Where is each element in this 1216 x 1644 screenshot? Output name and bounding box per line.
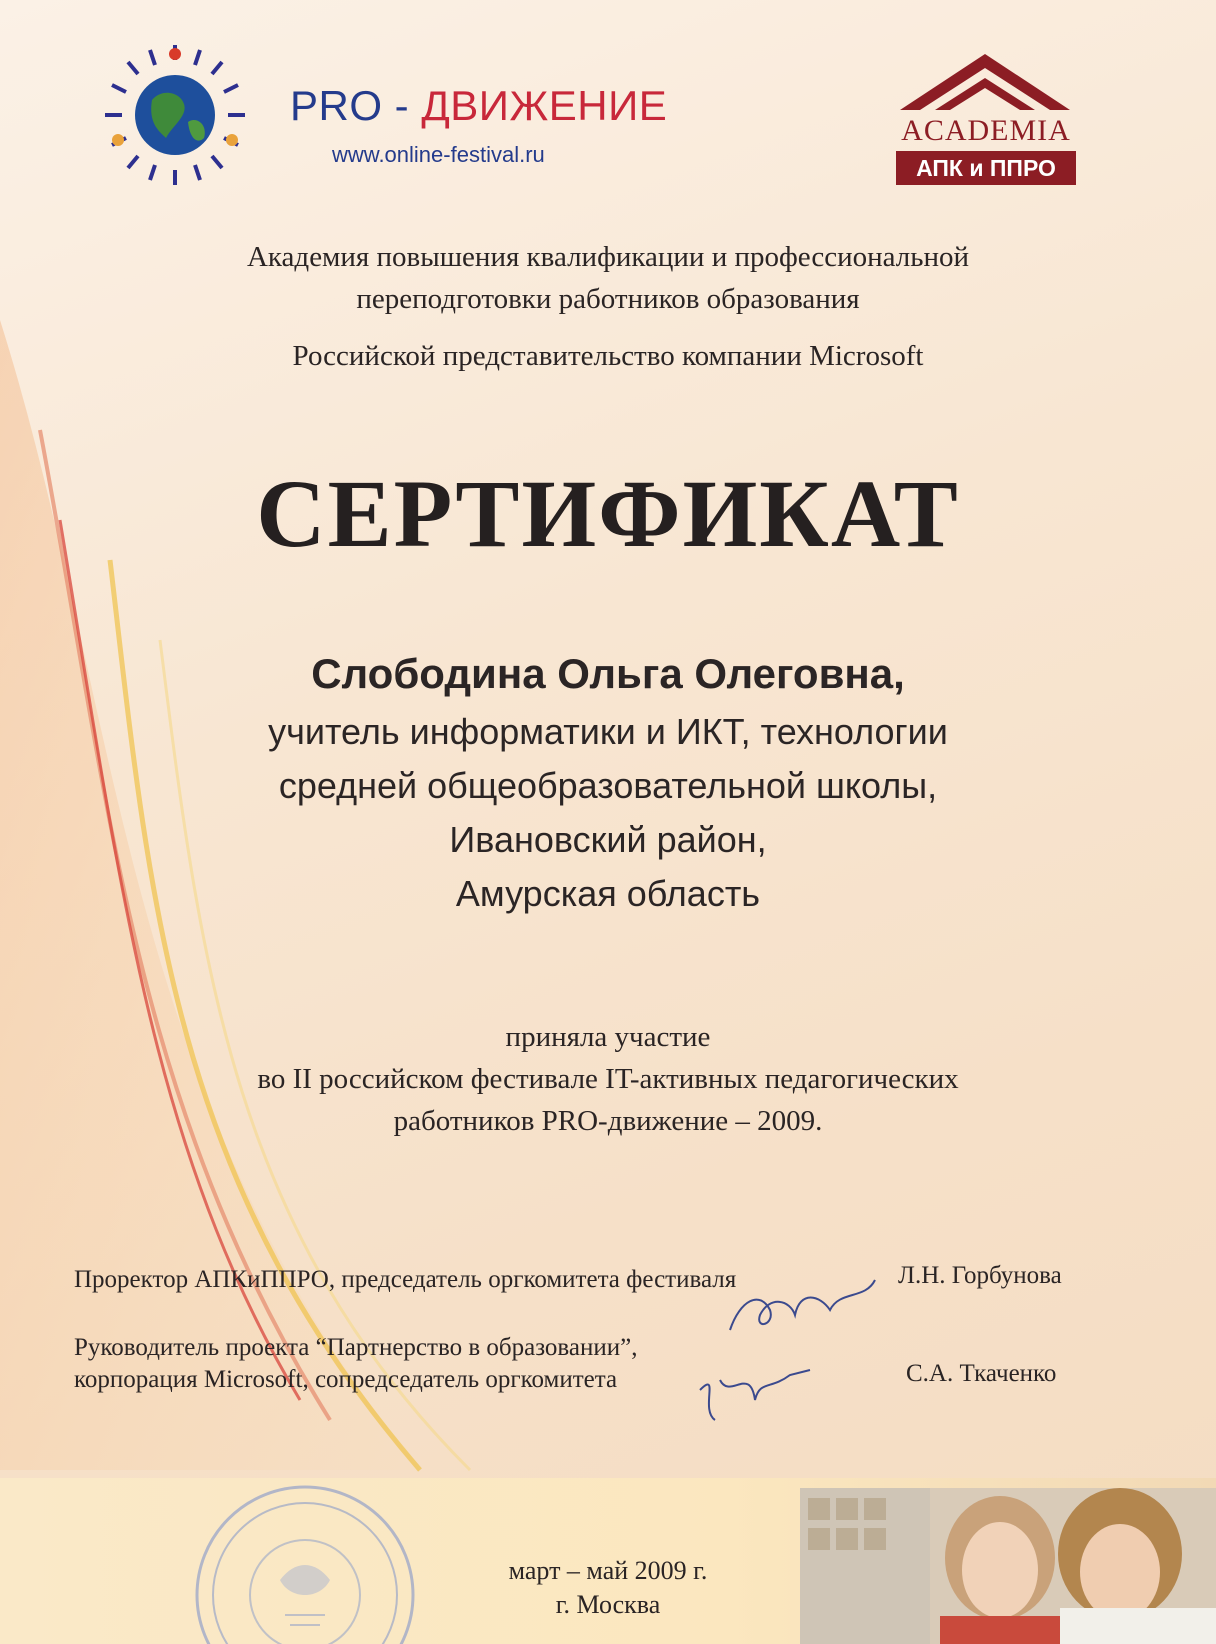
handwritten-signatures <box>660 1270 900 1430</box>
academia-logo <box>890 48 1080 198</box>
globe-icon <box>100 40 250 190</box>
pro-dvizhenie-title <box>290 82 667 130</box>
academia-wordmark: ACADEMIA <box>901 114 1071 147</box>
issue-date-block <box>0 1554 1216 1622</box>
signatory-1-title: Проректор АПКиППРО, председатель оргкомитета фестиваля <box>74 1266 737 1293</box>
position-line-2: средней общеобразовательной школы, <box>278 765 938 806</box>
signatory-2-title-line-1: Руководитель проекта “Партнерство в образовании”, <box>74 1334 638 1361</box>
participation-line-3: работников PRO-движение – 2009. <box>393 1105 823 1137</box>
participation-text <box>0 1016 1216 1142</box>
signatory-1-name: Л.Н. Горбунова <box>898 1262 1062 1289</box>
academia-subtitle: АПК и ППРО <box>896 151 1076 185</box>
roof-icon <box>890 48 1080 118</box>
issue-date: март – май 2009 г. <box>508 1556 708 1585</box>
signatory-2-title-line-2: корпорация Microsoft, сопредседатель оргкомитета <box>74 1366 618 1393</box>
signatory-2-name: С.А. Ткаченко <box>906 1360 1057 1387</box>
participation-line-2: во II российском фестивале IT-активных педагогических <box>257 1063 959 1095</box>
organization-line-1: Академия повышения квалификации и профессиональной <box>246 241 970 273</box>
festival-url: www.online-festival.ru <box>332 142 545 167</box>
recipient-details <box>0 705 1216 921</box>
issue-city: г. Москва <box>555 1590 661 1619</box>
microsoft-representation: Российской представительство компании Microsoft <box>292 340 924 372</box>
pro-title-part1: PRO - <box>290 82 422 129</box>
position-line-1: учитель информатики и ИКТ, технологии <box>268 711 948 752</box>
participation-line-1: приняла участие <box>505 1021 711 1053</box>
pro-dvizhenie-logo <box>100 40 668 210</box>
certificate-title: СЕРТИФИКАТ <box>256 460 960 567</box>
organization-line-2: переподготовки работников образования <box>356 283 860 315</box>
recipient-name: Слободина Ольга Олеговна, <box>311 650 905 697</box>
pro-title-part2: ДВИЖЕНИЕ <box>421 82 668 129</box>
district: Ивановский район, <box>449 819 767 860</box>
region: Амурская область <box>455 873 761 914</box>
organization-name <box>0 236 1216 320</box>
